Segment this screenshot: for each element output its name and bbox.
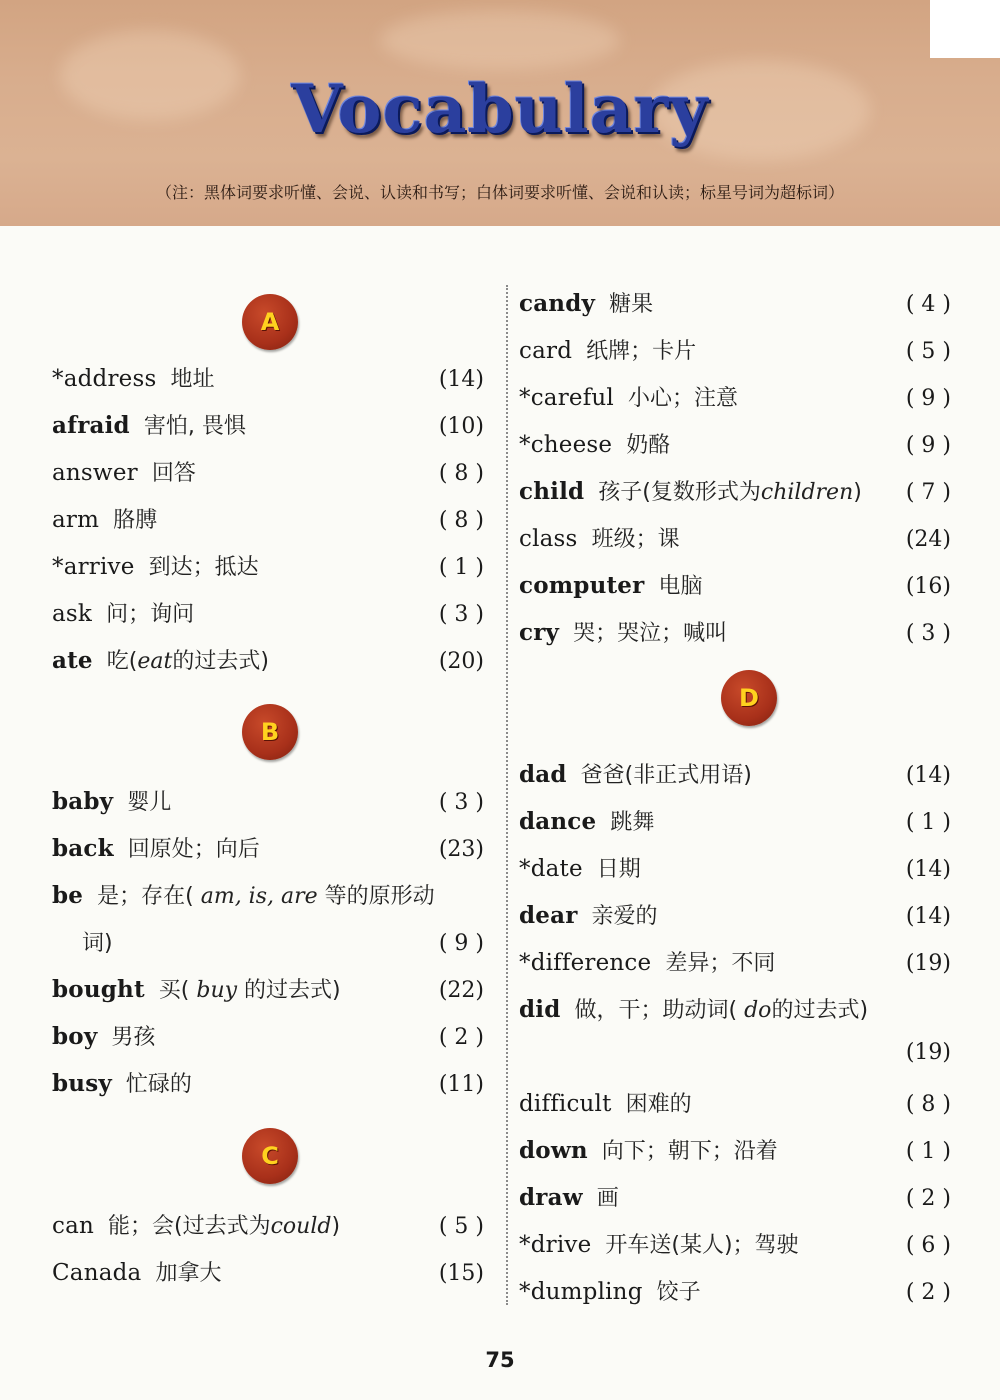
vocab-meaning: 亲爱的 xyxy=(591,904,658,929)
vocab-page-ref: ( 1 ) xyxy=(438,555,484,580)
vocab-word: cry xyxy=(519,619,560,646)
left-column xyxy=(52,0,484,1400)
vocab-page-ref: (20) xyxy=(438,649,484,674)
vocab-meaning: 差异；不同 xyxy=(665,951,776,976)
section-badge-c: C xyxy=(242,1128,298,1184)
vocab-page-ref: (22) xyxy=(438,978,484,1003)
vocab-entry xyxy=(519,805,951,839)
vocab-meaning: 能；会(过去式为could) xyxy=(108,1214,341,1239)
vocab-word: ate xyxy=(52,647,93,674)
vocab-meaning: 糖果 xyxy=(609,292,654,317)
vocab-word: Canada xyxy=(52,1260,142,1286)
vocab-entry xyxy=(52,926,484,960)
vocab-page-ref: ( 9 ) xyxy=(905,433,951,458)
vocab-word: can xyxy=(52,1213,95,1239)
vocab-entry xyxy=(52,409,484,443)
vocab-meaning: 是；存在( am, is, are 等的原形动 xyxy=(97,884,435,909)
vocab-entry xyxy=(52,785,484,819)
vocab-entry xyxy=(52,597,484,631)
vocab-word: dance xyxy=(519,808,597,835)
vocab-word: down xyxy=(519,1137,588,1164)
vocab-word: *arrive xyxy=(52,554,135,580)
vocab-entry xyxy=(519,1275,951,1309)
vocab-page-ref: (19) xyxy=(905,1040,951,1065)
vocab-entry xyxy=(52,1209,484,1243)
vocab-page-ref: ( 3 ) xyxy=(438,602,484,627)
vocab-page-ref: (15) xyxy=(438,1261,484,1286)
vocab-meaning: 地址 xyxy=(170,367,215,392)
vocab-entry xyxy=(519,287,951,321)
vocab-word: *difference xyxy=(519,950,652,976)
vocab-word: card xyxy=(519,338,573,364)
vocab-page-ref: ( 2 ) xyxy=(905,1186,951,1211)
vocab-word: computer xyxy=(519,572,645,599)
vocab-meaning: 饺子 xyxy=(656,1280,701,1305)
vocab-page-ref: (19) xyxy=(905,951,951,976)
vocab-page-ref: ( 5 ) xyxy=(438,1214,484,1239)
vocab-word: arm xyxy=(52,507,100,533)
vocab-word: *drive xyxy=(519,1232,592,1258)
vocab-entry xyxy=(519,1228,951,1262)
vocab-entry xyxy=(519,616,951,650)
vocab-word: baby xyxy=(52,788,114,815)
vocab-entry xyxy=(519,381,951,415)
vocab-word: back xyxy=(52,835,114,862)
vocab-entry xyxy=(519,1087,951,1121)
vocab-meaning: 日期 xyxy=(596,857,641,882)
vocab-meaning: 胳膊 xyxy=(113,508,158,533)
vocab-meaning: 向下；朝下；沿着 xyxy=(601,1139,778,1164)
vocab-entry xyxy=(519,1134,951,1168)
vocab-entry xyxy=(52,503,484,537)
vocab-word: be xyxy=(52,882,84,909)
header-note: （注：黑体词要求听懂、会说、认读和书写；白体词要求听懂、会说和认读；标星号词为超标词） xyxy=(155,183,844,202)
section-badge-a: A xyxy=(242,294,298,350)
vocab-entry xyxy=(52,1067,484,1101)
vocab-meaning: 开车送(某人)；驾驶 xyxy=(605,1233,799,1258)
vocab-entry xyxy=(52,973,484,1007)
vocab-meaning: 忙碌的 xyxy=(125,1072,192,1097)
vocab-entry xyxy=(519,946,951,980)
vocab-entry xyxy=(519,852,951,886)
page-title: Vocabulary xyxy=(291,70,709,148)
vocab-page-ref: (14) xyxy=(905,904,951,929)
vocab-page-ref: (14) xyxy=(905,763,951,788)
vocab-word: difficult xyxy=(519,1091,612,1117)
vocab-entry xyxy=(519,475,951,509)
vocab-word: child xyxy=(519,478,585,505)
vocab-meaning: 画 xyxy=(596,1186,619,1211)
vocab-word: busy xyxy=(52,1070,112,1097)
vocab-word: class xyxy=(519,526,578,552)
vocab-meaning: 小心；注意 xyxy=(627,386,738,411)
vocab-page-ref: ( 3 ) xyxy=(905,621,951,646)
vocab-meaning: 纸牌；卡片 xyxy=(586,339,697,364)
vocab-meaning: 吃(eat的过去式) xyxy=(106,649,269,674)
vocab-entry xyxy=(519,522,951,556)
vocab-page-ref: ( 1 ) xyxy=(905,810,951,835)
vocab-meaning: 跳舞 xyxy=(610,810,655,835)
vocab-page-ref: ( 4 ) xyxy=(905,292,951,317)
right-column xyxy=(519,0,951,1400)
vocab-meaning: 孩子(复数形式为children) xyxy=(598,480,862,505)
vocab-entry xyxy=(52,362,484,396)
vocab-entry xyxy=(52,456,484,490)
vocab-page-ref: (14) xyxy=(438,367,484,392)
vocab-meaning: 加拿大 xyxy=(155,1261,222,1286)
vocab-page-ref: ( 8 ) xyxy=(905,1092,951,1117)
vocab-meaning: 回答 xyxy=(151,461,196,486)
vocab-meaning: 困难的 xyxy=(625,1092,692,1117)
vocab-page-ref: (14) xyxy=(905,857,951,882)
vocab-word: boy xyxy=(52,1023,98,1050)
vocab-meaning: 男孩 xyxy=(111,1025,156,1050)
vocab-meaning: 到达；抵达 xyxy=(148,555,259,580)
vocab-meaning: 婴儿 xyxy=(127,790,172,815)
vocab-entry xyxy=(519,899,951,933)
vocab-word: ask xyxy=(52,601,93,627)
vocab-page-ref: (16) xyxy=(905,574,951,599)
vocab-page-ref: ( 3 ) xyxy=(438,790,484,815)
vocab-meaning: 问；询问 xyxy=(106,602,195,627)
vocab-word: *careful xyxy=(519,385,614,411)
vocab-page-ref: ( 2 ) xyxy=(438,1025,484,1050)
vocab-word: dear xyxy=(519,902,578,929)
vocab-word: bought xyxy=(52,976,145,1003)
vocab-page-ref: (24) xyxy=(905,527,951,552)
vocab-word: dad xyxy=(519,761,567,788)
vocab-entry xyxy=(52,879,484,913)
vocab-page-ref: ( 5 ) xyxy=(905,339,951,364)
vocab-word: answer xyxy=(52,460,138,486)
vocab-entry xyxy=(519,1181,951,1215)
vocab-entry xyxy=(52,1256,484,1290)
vocab-meaning: 爸爸(非正式用语) xyxy=(580,763,752,788)
page-number: 75 xyxy=(485,1348,515,1372)
vocab-entry xyxy=(519,758,951,792)
vocab-page-ref: ( 9 ) xyxy=(905,386,951,411)
vocab-meaning: 哭；哭泣；喊叫 xyxy=(573,621,728,646)
section-badge-d: D xyxy=(721,670,777,726)
vocab-word: *date xyxy=(519,856,583,882)
vocab-page-ref: ( 6 ) xyxy=(905,1233,951,1258)
vocab-meaning: 词) xyxy=(82,931,113,956)
vocab-entry xyxy=(519,1040,951,1074)
vocab-word: did xyxy=(519,996,561,1023)
vocab-word: *dumpling xyxy=(519,1279,643,1305)
vocab-entry xyxy=(52,1020,484,1054)
vocab-meaning: 买( buy 的过去式) xyxy=(158,978,341,1003)
vocab-word: *address xyxy=(52,366,157,392)
vocab-meaning: 电脑 xyxy=(658,574,703,599)
vocab-word: afraid xyxy=(52,412,130,439)
section-badge-b: B xyxy=(242,704,298,760)
vocab-entry xyxy=(52,550,484,584)
vocab-entry xyxy=(519,569,951,603)
vocab-entry xyxy=(519,993,951,1027)
vocab-entry xyxy=(519,428,951,462)
vocab-meaning: 班级；课 xyxy=(591,527,680,552)
vocab-page-ref: ( 8 ) xyxy=(438,461,484,486)
vocab-word: draw xyxy=(519,1184,583,1211)
vocab-meaning: 回原处；向后 xyxy=(127,837,260,862)
vocab-page-ref: ( 8 ) xyxy=(438,508,484,533)
vocab-page-ref: ( 2 ) xyxy=(905,1280,951,1305)
vocab-page-ref: ( 9 ) xyxy=(438,931,484,956)
vocab-meaning: 害怕, 畏惧 xyxy=(143,414,246,439)
vocab-page-ref: (11) xyxy=(438,1072,484,1097)
vocab-page-ref: (10) xyxy=(438,414,484,439)
vocab-word: candy xyxy=(519,290,596,317)
vocab-page-ref: ( 7 ) xyxy=(905,480,951,505)
vocab-entry xyxy=(52,832,484,866)
vocab-entry xyxy=(519,334,951,368)
vocab-meaning: 做，干；助动词( do的过去式) xyxy=(574,998,869,1023)
vocab-page-ref: (23) xyxy=(438,837,484,862)
column-divider xyxy=(506,285,508,1305)
vocab-entry xyxy=(52,644,484,678)
vocab-meaning: 奶酪 xyxy=(626,433,671,458)
vocab-page-ref: ( 1 ) xyxy=(905,1139,951,1164)
vocab-word: *cheese xyxy=(519,432,613,458)
